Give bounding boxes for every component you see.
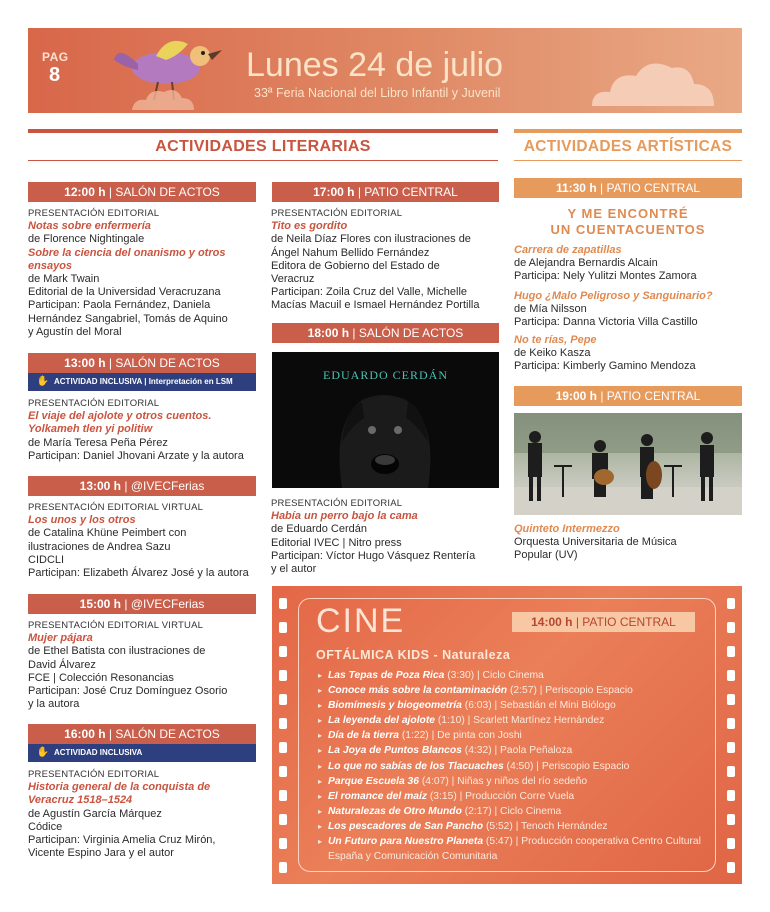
page-subtitle: 33ª Feria Nacional del Libro Infantil y Juvenil <box>254 86 501 100</box>
cine-title: CINE <box>316 602 406 640</box>
film-item: ▸ Biomímesis y biogeometría (6:03) | Sebastián el Mini Biólogo <box>318 698 708 713</box>
event-entry: PRESENTACIÓN EDITORIAL Historia general de la conquista de Veracruz 1518–1524 de Agustín García Márquez Códice Participan: Virginia Amelia Cruz Mirón, Vicente Espino Jara y el autor <box>28 769 216 860</box>
film-item: ▸ Un Futuro para Nuestro Planeta (5:47) | Producción cooperativa Centro Cultural España y Comunicación Comunitaria <box>318 834 708 864</box>
time-bar: 18:00 h | SALÓN DE ACTOS <box>272 323 499 343</box>
quintet-photo <box>514 413 742 515</box>
inclusive-activity-badge: ✋ ACTIVIDAD INCLUSIVA <box>28 744 256 762</box>
event-entry: PRESENTACIÓN EDITORIAL Había un perro bajo la cama de Eduardo Cerdán Editorial IVEC | Nitro press Participan: Víctor Hugo Vásquez Rentería y el autor <box>271 498 476 576</box>
film-item: ▸ Conoce más sobre la contaminación (2:57) | Periscopio Espacio <box>318 683 708 698</box>
film-strip-left <box>276 586 290 884</box>
film-strip-right <box>724 586 738 884</box>
time-bar: 17:00 h | PATIO CENTRAL <box>272 182 499 202</box>
musicians-icon <box>514 413 742 515</box>
time-bar: 16:00 h | SALÓN DE ACTOS <box>28 724 256 744</box>
storytelling-title: Y ME ENCONTRÉ UN CUENTACUENTOS <box>550 206 706 237</box>
section-artisticas-heading: ACTIVIDADES ARTÍSTICAS <box>514 129 742 161</box>
time-bar: 19:00 h | PATIO CENTRAL <box>514 386 742 406</box>
time-bar: 13:00 h | SALÓN DE ACTOS <box>28 353 256 373</box>
cine-panel <box>272 586 742 884</box>
cine-time-bar: 14:00 h | PATIO CENTRAL <box>512 612 695 632</box>
page-header <box>28 28 742 113</box>
hands-icon: ✋ <box>36 376 50 387</box>
film-item: ▸ La leyenda del ajolote (1:10) | Scarlett Martínez Hernández <box>318 713 708 728</box>
event-entry: PRESENTACIÓN EDITORIAL Tito es gordito de Neila Díaz Flores con ilustraciones de Ángel Nahum Bellido Fernández Editora de Gobierno del Estado de Veracruz Participan: Zoila Cruz del Valle, Michelle Macías Macuil e Ismael Hernández Portilla <box>271 208 480 312</box>
time-bar: 13:00 h | @IVECFerias <box>28 476 256 496</box>
film-item: ▸ Lo que no sabías de los Tlacuaches (4:50) | Periscopio Espacio <box>318 759 708 774</box>
page-number: 8 <box>49 64 61 86</box>
time-bar: 12:00 h | SALÓN DE ACTOS <box>28 182 256 202</box>
event-entry: PRESENTACIÓN EDITORIAL VIRTUAL Mujer pájara de Ethel Batista con ilustraciones de David Álvarez FCE | Colección Resonancias Participan: José Cruz Domínguez Osorio y la autora <box>28 620 228 711</box>
page-title: Lunes 24 de julio <box>246 46 504 84</box>
dog-icon <box>272 352 499 488</box>
film-item: ▸ Los pescadores de San Pancho (5:52) | Tenoch Hernández <box>318 819 708 834</box>
cine-subtitle: OFTÁLMICA KIDS - Naturaleza <box>316 648 511 662</box>
event-entry: PRESENTACIÓN EDITORIAL Notas sobre enfermería de Florence Nightingale Sobre la ciencia del onanismo y otros ensayos de Mark Twain Editorial de la Universidad Veracruzana Participan: Paola Fernández, Daniela Hernández Sangabriel, Tomás de Aquino y Agustín del Moral <box>28 208 228 338</box>
film-item: ▸ El romance del maíz (3:15) | Producción Corre Vuela <box>318 789 708 804</box>
story-entry: Carrera de zapatillas de Alejandra Bernardis Alcain Participa: Nely Yulitzi Montes Zamora <box>514 244 697 283</box>
inclusive-activity-badge: ✋ ACTIVIDAD INCLUSIVA | Interpretación en LSM <box>28 373 256 391</box>
film-item: ▸ Día de la tierra (1:22) | De pinta con Joshi <box>318 728 708 743</box>
section-literarias-heading: ACTIVIDADES LITERARIAS <box>28 129 498 161</box>
cover-author: EDUARDO CERDÁN <box>323 368 448 382</box>
film-item: ▸ Naturalezas de Otro Mundo (2:17) | Ciclo Cinema <box>318 804 708 819</box>
event-entry: PRESENTACIÓN EDITORIAL VIRTUAL Los unos y los otros de Catalina Khüne Peimbert con ilustraciones de Andrea Sazu CIDCLI Participan: Elizabeth Álvarez José y la autora <box>28 502 249 580</box>
cloud-icon <box>128 84 198 112</box>
event-entry: PRESENTACIÓN EDITORIAL El viaje del ajolote y otros cuentos. Yolkameh tlen yi politiw de María Teresa Peña Pérez Participan: Daniel Jhovani Arzate y la autora <box>28 398 244 462</box>
book-cover-image <box>272 352 499 488</box>
hands-icon: ✋ <box>36 747 50 758</box>
film-item: ▸ Las Tepas de Poza Rica (3:30) | Ciclo Cinema <box>318 668 708 683</box>
story-entry: No te rías, Pepe de Keiko Kasza Participa: Kimberly Gamino Mendoza <box>514 334 696 373</box>
time-bar: 11:30 h | PATIO CENTRAL <box>514 178 742 198</box>
film-list <box>318 668 708 864</box>
film-item: ▸ La Joya de Puntos Blancos (4:32) | Paola Peñaloza <box>318 743 708 758</box>
time-bar: 15:00 h | @IVECFerias <box>28 594 256 614</box>
cloud-icon <box>588 56 718 108</box>
film-item: ▸ Parque Escuela 36 (4:07) | Niñas y niños del río sedeño <box>318 774 708 789</box>
story-entry: Hugo ¿Malo Peligroso y Sanguinario? de Mía Nilsson Participa: Danna Victoria Villa Castillo <box>514 290 713 329</box>
event-entry: Quinteto Intermezzo Orquesta Universitaria de Música Popular (UV) <box>514 523 677 562</box>
page-label: PAG <box>42 50 69 64</box>
